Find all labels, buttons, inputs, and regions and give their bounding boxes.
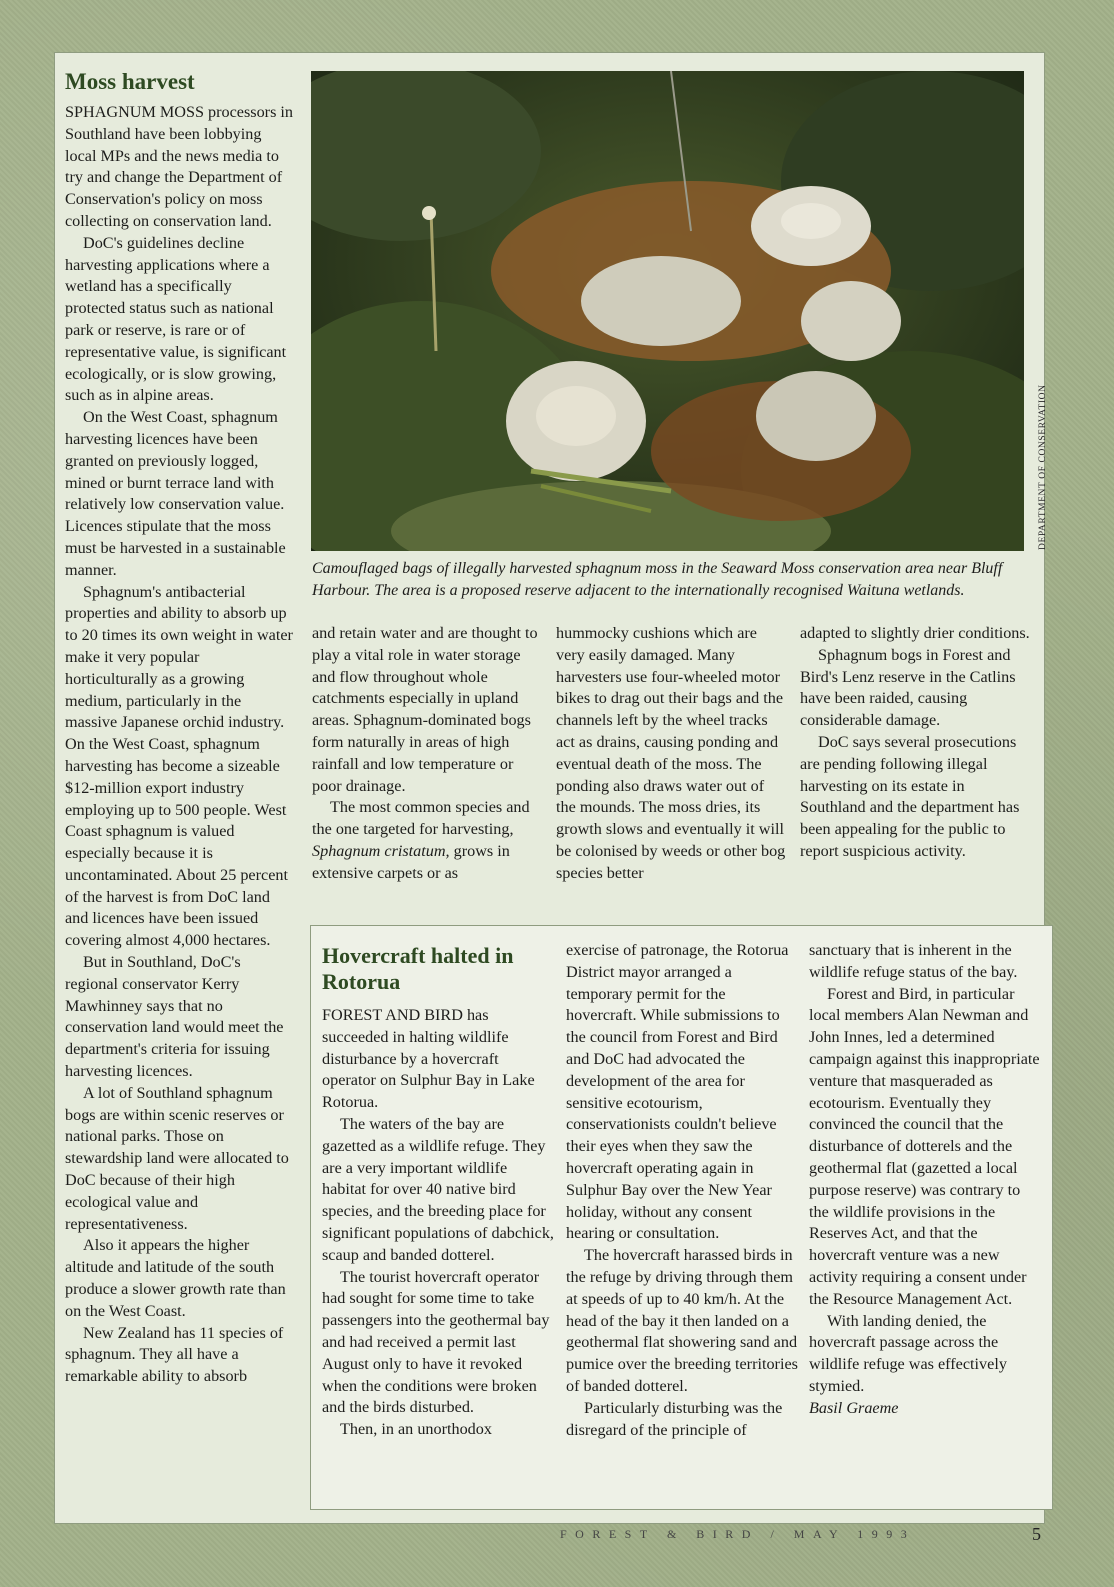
moss-paragraph: New Zealand has 11 species of sphagnum. They all have a remarkable ability to absorb: [65, 1323, 284, 1386]
hovercraft-column-3: [809, 940, 1041, 1420]
hovercraft-paragraph: The tourist hovercraft operator had sought for some time to take passengers into the geothermal bay and had received a permit last August only to have it revoked when the conditions were broken and the birds disturbed.: [322, 1267, 550, 1417]
moss-paragraph: hummocky cushions which are very easily damaged. Many harvesters use four-wheeled motor bikes to drag out their bags and the channels left by the wheel tracks act as drains, causing ponding and eventual death of the moss. The ponding also draws water out of the mounds. The moss dries, its growth slows and eventually it will be colonised by weeds or other bog species better: [556, 624, 786, 882]
magazine-footer: FOREST & BIRD / MAY 1993: [560, 1527, 916, 1541]
hovercraft-paragraph: Then, in an unorthodox: [340, 1420, 492, 1439]
moss-column-2: [312, 623, 542, 885]
moss-paragraph: and retain water and are thought to play a vital role in water storage and flow throughout whole catchments especially in upland areas. Sphagnum-dominated bogs form naturally in areas of high rainfall and low temperature or poor drainage.: [312, 624, 538, 795]
hovercraft-paragraph: exercise of patronage, the Rotorua District mayor arranged a temporary permit for the hovercraft. While submissions to the council from Forest and Bird and DoC had advocated the development of the area for sensitive ecotourism, conservationists couldn't believe their eyes when they saw the hovercraft operating again in Sulphur Bay over the New Year holiday, without any consent hearing or consultation.: [566, 941, 789, 1243]
hovercraft-column-2: [566, 940, 798, 1441]
moss-column-3: [556, 623, 786, 885]
moss-paragraph: DoC says several prosecutions are pending following illegal harvesting on its estate in Southland and the department has been appealing for the public to report suspicious activity.: [800, 732, 1020, 860]
moss-column-4: [800, 623, 1030, 863]
moss-paragraph: Sphagnum's antibacterial properties and ability to absorb up to 20 times its own weight in water make it very popular horticulturally as a growing medium, particularly in the massive Japanese orchid industry. On the West Coast, sphagnum harvesting has become a sizeable $12-million export industry employing up to 500 people. West Coast sphagnum is valued especially because it is uncontaminated. About 25 percent of the harvest is from DoC land and licences have been issued covering almost 4,000 hectares.: [65, 582, 293, 950]
moss-heading: Moss harvest: [65, 69, 195, 94]
hovercraft-paragraph: Forest and Bird, in particular local members Alan Newman and John Innes, led a determined campaign against this inappropriate venture that masqueraded as ecotourism. Eventually they convinced the council that the disturbance of dotterels and the geothermal flat (gazetted a local purpose reserve) was contrary to the wildlife provisions in the Reserves Act, and that the hovercraft venture was a new activity requiring a consent under the Resource Management Act.: [809, 984, 1040, 1308]
photo-credit: [1024, 384, 1048, 550]
moss-left-column: [65, 68, 294, 1388]
moss-text: grows in extensive carpets or as: [312, 841, 510, 882]
moss-paragraph: [312, 797, 542, 884]
hovercraft-paragraph: sanctuary that is inherent in the wildlife refuge status of the bay.: [809, 941, 1018, 981]
moss-text: The most common species and the one targeted for harvesting,: [312, 798, 530, 839]
hovercraft-paragraph: The hovercraft harassed birds in the refuge by driving through them at speeds of up to 40 km/h. At the head of the bay it then landed on a geothermal flat showering sand and pumice over the breeding territories of banded dotterel.: [566, 1246, 798, 1395]
hovercraft-paragraph: With landing denied, the hovercraft passage across the wildlife refuge was effectively stymied.: [809, 1311, 1007, 1395]
moss-paragraph: adapted to slightly drier conditions.: [800, 624, 1030, 642]
moss-paragraph: On the West Coast, sphagnum harvesting licences have been granted on previously logged, mined or burnt terrace land with relatively low conservation value. Licences stipulate that the moss must be harvested in a sustainable manner.: [65, 408, 286, 579]
moss-paragraph: But in Southland, DoC's regional conservator Kerry Mawhinney says that no conservation land would meet the department's criteria for issuing harvesting licences.: [65, 953, 284, 1081]
page-number: 5: [1032, 1524, 1041, 1544]
moss-paragraph: Sphagnum bogs in Forest and Bird's Lenz reserve in the Catlins have been raided, causing considerable damage.: [800, 645, 1016, 730]
photo-credit-text: DEPARTMENT OF CONSERVATION: [1038, 384, 1048, 550]
hovercraft-paragraph: Particularly disturbing was the disregard of the principle of: [566, 1398, 783, 1439]
moss-paragraph: Also it appears the higher altitude and latitude of the south produce a slower growth rate than on the West Coast.: [65, 1236, 286, 1320]
moss-paragraph: SPHAGNUM MOSS processors in Southland have been lobbying local MPs and the news media to try and change the Department of Conservation's policy on moss collecting on conservation land.: [65, 103, 294, 230]
photo-caption: Camouflaged bags of illegally harvested sphagnum moss in the Seaward Moss conservation area near Bluff Harbour. The area is a proposed reserve adjacent to the internationally recognised Waituna wetlands.: [312, 560, 1003, 599]
hovercraft-paragraph: FOREST AND BIRD has succeeded in halting wildlife disturbance by a hovercraft operator on Sulphur Bay in Lake Rotorua.: [322, 1006, 535, 1112]
species-name: Sphagnum cristatum,: [312, 841, 450, 860]
hovercraft-paragraph: The waters of the bay are gazetted as a wildlife refuge. They are a very important wildlife habitat for over 40 native bird species, and the breeding place for significant populations of dabchick, scaup and banded dotterel.: [322, 1114, 554, 1264]
hovercraft-heading: Hovercraft halted in Rotorua: [322, 943, 514, 994]
hovercraft-column-1: [322, 940, 554, 1441]
byline: Basil Graeme: [809, 1398, 899, 1417]
moss-paragraph: A lot of Southland sphagnum bogs are within scenic reserves or national parks. Those on stewardship land were allocated to DoC because of their high ecological value and representativeness.: [65, 1083, 289, 1233]
moss-paragraph: DoC's guidelines decline harvesting applications where a wetland has a specifically protected status such as national park or reserve, is rare or of representative value, is significant ecologically, or is slow growing, such as in alpine areas.: [65, 233, 287, 405]
moss-bags-photo: [311, 71, 1024, 551]
